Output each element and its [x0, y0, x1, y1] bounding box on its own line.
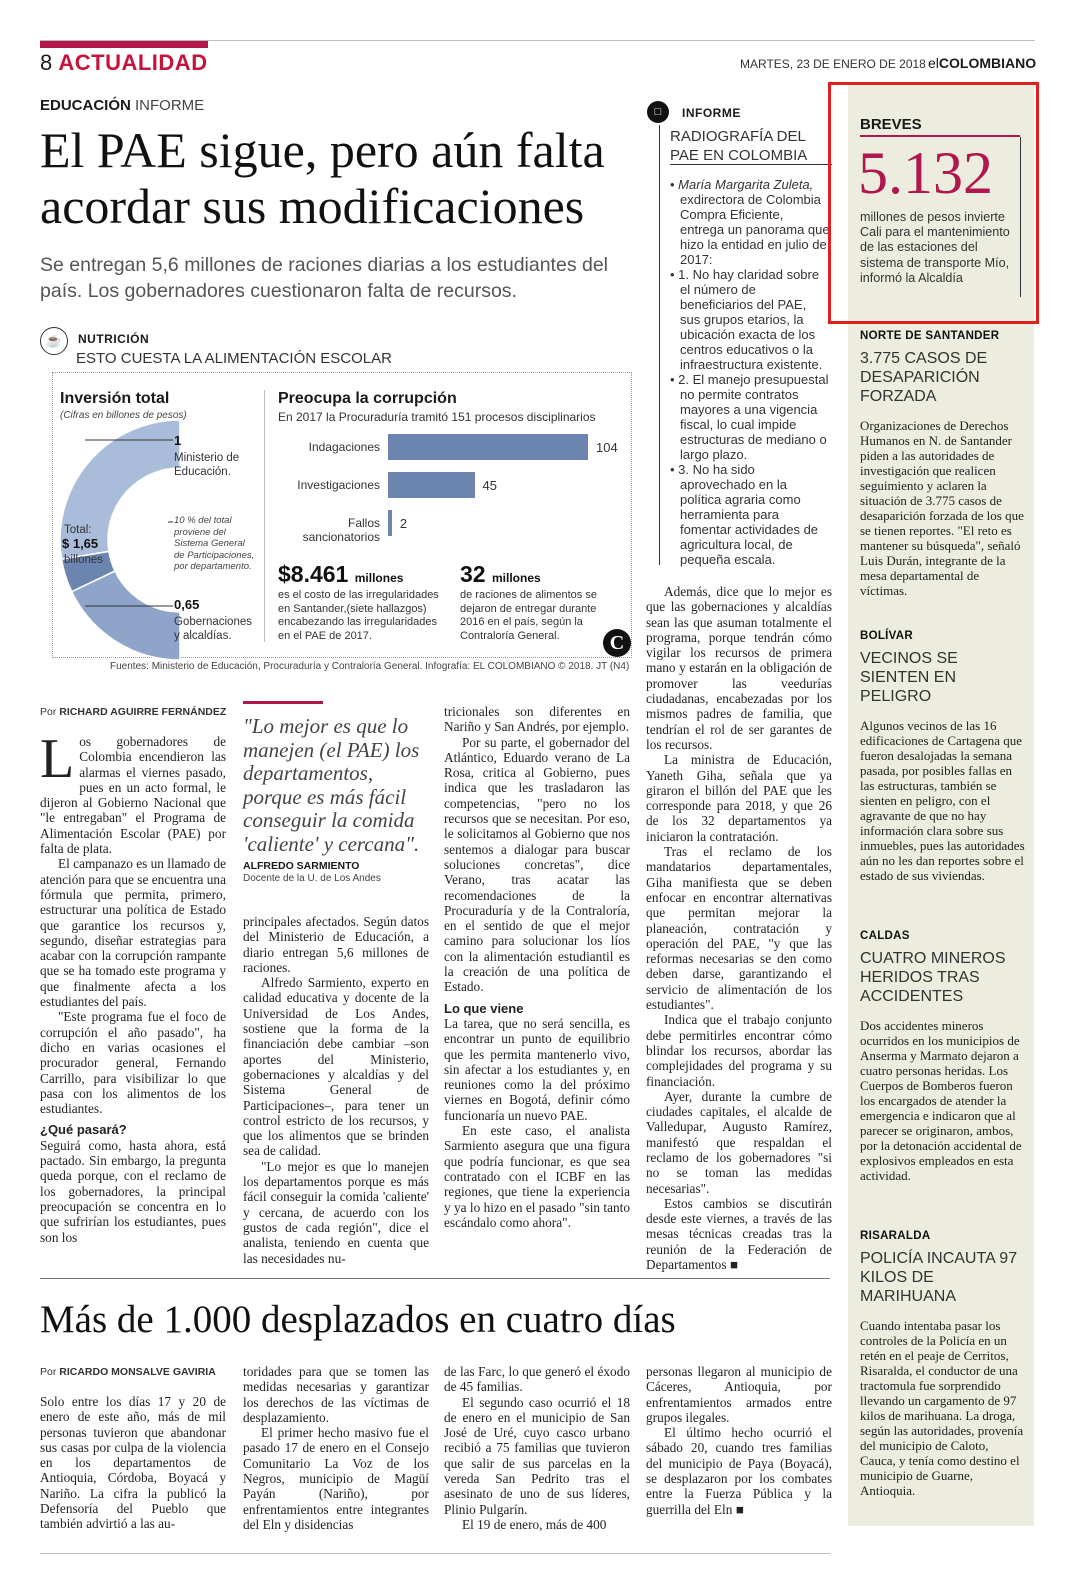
col2-paragraph-1: principales afectados. Según datos del Ministerio de Educación, a diario entregan 5,6 millones de raciones.	[243, 914, 429, 975]
article-column-2	[243, 914, 429, 1266]
article-deck: Se entregan 5,6 millones de raciones diarias a los estudiantes del país. Los gobernadores cuestionaron falta de recursos.	[40, 254, 609, 302]
article-headline[interactable]	[40, 122, 640, 234]
stat2-text: de raciones de alimentos se dejaron de entregar durante 2016 en el país, según la Contraloría General.	[460, 589, 597, 642]
col4-paragraph-5: Ayer, durante la cumbre de ciudades capitales, el alcalde de Valledupar, Augusto Ramírez, manifestó que respaldan el reclamo de los gobernadores "si no se toman las medidas necesarias".	[646, 1088, 832, 1196]
breves-big-number: 5.132	[858, 140, 993, 206]
breve-headline: VECINOS SE SIENTEN EN PELIGRO	[860, 650, 958, 705]
col3-paragraph-1: tricionales son diferentes en Nariño y San Andrés, por ejemplo.	[444, 704, 630, 735]
informe-title-rule	[670, 164, 832, 165]
dropcap: L	[40, 728, 75, 790]
informe-list	[668, 177, 830, 567]
bar-value: 104	[596, 440, 618, 455]
breve-region: RISARALDA	[860, 1230, 931, 1242]
donut-seg2-note: 10 % del total proviene del Sistema General de Participaciones, por departamento.	[174, 515, 255, 572]
byline-prefix: Por	[40, 1366, 57, 1378]
headline-line-2: acordar sus modificaciones	[40, 178, 585, 234]
subhead-que-pasara: ¿Qué pasará?	[40, 1122, 127, 1138]
donut-total-value: $ 1,65	[62, 536, 99, 551]
page-number: 8	[40, 50, 53, 75]
col4-paragraph-2: La ministra de Educación, Yaneth Giha, señala que ya giraron el billón del PAE que les corresponde para 2018, y que 26 de los 32 departamentos ya iniciaron la contratación.	[646, 752, 832, 844]
a2-col3-paragraph-3: El 19 de enero, más de 400	[462, 1516, 607, 1532]
article-kicker	[40, 97, 204, 114]
bar	[388, 434, 588, 460]
bar-label: Fallos sancionatorios	[302, 516, 380, 544]
article-byline	[40, 706, 226, 718]
kicker-light: INFORME	[135, 97, 205, 114]
stat1	[278, 561, 403, 588]
breve-item-risaralda[interactable]	[860, 1230, 1025, 1498]
a2-col2-paragraph-2: El primer hecho masivo fue el pasado 17 de enero en el Consejo Comunitario La Voz de los Negros, municipio de Magüí Payán (Nariño), por enfrentamientos entre integrantes del Eln y disidencias	[243, 1425, 429, 1532]
page-bottom-rule	[40, 1553, 830, 1554]
byline-prefix: Por	[40, 706, 57, 718]
corruption-subtitle: En 2017 la Procuraduría tramitó 151 procesos disciplinarios	[278, 410, 596, 424]
col1-paragraph-2: El campanazo es un llamado de atención para que se encuentra una fórmula que permita, primero, estructurar una política de Estado que garantice los recursos y, segundo, diseñar estrategias para acabar con la corrupción rampante que se ha tomado este programa y que finalmente afecta a los estudiantes del país.	[40, 856, 226, 1010]
informe-item-2-text: 2. El manejo presupuestal no permite contratos mayores a una vigencia fiscal, lo cual impide estructuras de mediano o largo plazo.	[678, 372, 829, 462]
informe-intro: • María Margarita Zuleta, exdirectora de Colombia Compra Eficiente, entrega un panorama que hizo la entidad en julio de 2017:	[670, 177, 830, 267]
informe-item-2: • 2. El manejo presupuestal no permite contratos mayores a una vigencia fiscal, lo cual impide estructuras de mediano o largo plazo.	[670, 372, 829, 462]
article-column-3	[444, 704, 630, 1230]
article2-headline[interactable]: Más de 1.000 desplazados en cuatro días	[40, 1298, 676, 1341]
col1-paragraph-4: Seguirá como, hasta ahora, está pactado. Sin embargo, la pregunta queda porque, con el reclamo de los gobernadores, la principal preocupación se concentra en lo que sufrirían los estudiantes, pues son los	[40, 1137, 226, 1245]
article-column-1	[40, 728, 226, 1245]
infographic-title: ESTO CUESTA LA ALIMENTACIÓN ESCOLAR	[76, 350, 392, 367]
donut-total-unit: billones	[64, 554, 103, 566]
article2-column-3	[444, 1364, 630, 1532]
quote-author-role: Docente de la U. de Los Andes	[243, 873, 381, 884]
breve-region: BOLÍVAR	[860, 630, 913, 642]
document-icon: □	[647, 101, 669, 123]
bar-value: 2	[399, 516, 408, 531]
breves-title-rule	[860, 135, 1020, 137]
breve-headline: 3.775 CASOS DE DESAPARICIÓN FORZADA	[860, 350, 988, 405]
brand-prefix: el	[928, 55, 939, 71]
el-colombiano-logo: C	[603, 629, 631, 657]
breve-item-norte-de-santander[interactable]	[860, 330, 1025, 598]
stat1-value: $8.461	[278, 561, 349, 587]
article-column-4	[646, 584, 832, 1272]
col4-paragraph-3: Tras el reclamo de los mandatarios departamentales, Giha manifiesta que se deben enfocar en encontrar alternativas que permitan mejorar la planeación, contratación y operación del PAE, "y que las reformas necesarias se den como deben darse, garantizando el servicio de alimentación de los estudiantes".	[646, 844, 832, 1013]
newspaper-brand	[928, 55, 1036, 71]
bar-label: Indagaciones	[308, 440, 380, 454]
brand-name: COLOMBIANO	[938, 55, 1037, 71]
section-name: ACTUALIDAD	[58, 50, 208, 75]
breve-item-bolivar[interactable]	[860, 630, 1025, 883]
stat1-unit: millones	[354, 571, 404, 585]
breve-headline: POLICÍA INCAUTA 97 KILOS DE MARIHUANA	[860, 1250, 1018, 1305]
quote-author: ALFREDO SARMIENTO	[243, 860, 360, 872]
bar-label: Investigaciones	[297, 478, 380, 492]
donut-seg3-label: Gobernaciones y alcaldías.	[174, 616, 252, 642]
pull-quote: "Lo mejor es que lo manejen (el PAE) los departamentos, porque es más fácil conseguir la comida 'caliente' y cercana".	[243, 714, 420, 856]
col3-paragraph-3: La tarea, que no será sencilla, es encontrar un punto de equilibrio que les permita mantenerlo vivo, sin afectar a los estudiantes y, en reuniones como la del próximo viernes en Bogotá, definir cómo funcionaría un nuevo PAE.	[444, 1015, 630, 1123]
col4-paragraph-4: Indica que el trabajo conjunto debe permitirles encontrar cómo blindar los recursos, abordar las complejidades del programa y su financiación.	[646, 1012, 832, 1089]
col1-paragraph-1: os gobernadores de Colombia encendieron las alarmas el viernes pasado, pues en un acto formal, le dijeron al Gobierno Nacional que "le entregaban" el Programa de Alimentación Escolar (PAE) por falta de plata.	[40, 734, 226, 857]
inversion-title: Inversión total	[60, 390, 170, 407]
article-separator	[40, 1278, 830, 1279]
col2-paragraph-2: Alfredo Sarmiento, experto en calidad educativa y docente de la Universidad de Los Andes, sostiene que la forma de la financiación debe cambiar –son aportes del Ministerio, gobernaciones y alcaldías y del Sistema General de Participaciones–, para tener un control estricto de los recursos, y que los alimentos que se brinden sea de calidad.	[243, 975, 429, 1159]
a2-col2-paragraph-1: toridades para que se tomen las medidas necesarias y garantizar los derechos de las víctimas de desplazamiento.	[243, 1364, 429, 1425]
breves-vertical-rule	[1020, 137, 1021, 297]
informe-item-1-text: 1. No hay claridad sobre el número de beneficiarios del PAE, sus grupos etarios, la ubicación exacta de los centros educativos o la infraestructura existente.	[678, 267, 823, 372]
infographic-source: Fuentes: Ministerio de Educación, Procuraduría y Contraloría General. Infografía: EL COLOMBIANO © 2018. JT (N4)	[110, 661, 630, 672]
breve-item-caldas[interactable]	[860, 930, 1025, 1183]
informe-title: RADIOGRAFÍA DEL PAE EN COLOMBIA	[670, 128, 808, 164]
a2-col1-paragraph: Solo entre los días 17 y 20 de enero de este año, más de mil personas tuvieron que abandonar sus casas por culpa de la violencia en los departamentos de Antioquia, Córdoba, Boyacá y Nariño. La cifra la publicó la Defensoría del Pueblo que también advirtió a las au-	[40, 1394, 226, 1532]
breve-body: Cuando intentaba pasar los controles de la Policía en un retén en el peaje de Cerritos, Risaralda, el conductor de una tractomula fue sorprendido llevando un cargamento de 97 kilos de marihuana. La droga, según las autoridades, provenía del municipio de Caloto, Cauca, y tenía como destino el municipio de Guarne, Antioquia.	[860, 1318, 1024, 1498]
donut-seg3-value: 0,65	[174, 597, 200, 612]
infographic-kicker: NUTRICIÓN	[78, 332, 150, 346]
donut-leader-lines	[85, 412, 180, 612]
breve-region: CALDAS	[860, 930, 910, 942]
subhead-lo-que-viene: Lo que viene	[444, 1000, 524, 1016]
donut-seg1-value: 1	[174, 433, 182, 448]
stat1-text: es el costo de las irregularidades en Santander,(siete hallazgos) encabezando las irregularidades en el PAE de 2017.	[278, 589, 439, 642]
informe-item-3: • 3. No ha sido aprovechado en la política agraria como herramienta para fomentar actividades de agricultura local, de pequeña escala.	[670, 462, 819, 567]
informe-item-1: • 1. No hay claridad sobre el número de beneficiarios del PAE, sus grupos etarios, la ubicación exacta de los centros educativos o la infraestructura existente.	[670, 267, 823, 372]
article2-byline	[40, 1366, 216, 1378]
breve-body: Algunos vecinos de las 16 edificaciones de Cartagena que fueron desalojadas la semana pasada, por posibles fallas en las estructuras, también se sienten en peligro, con el agravante de que no hay información clara sobre sus inmuebles, pues las autoridades aún no les dan reportes sobre el estado de sus viviendas.	[860, 718, 1025, 883]
nutrition-icon: ☕	[40, 327, 68, 355]
inversion-subtitle: (Cifras en billones de pesos)	[60, 410, 187, 421]
issue-date: MARTES, 23 DE ENERO DE 2018	[740, 57, 926, 71]
informe-intro-name: María Margarita Zuleta,	[678, 177, 814, 192]
article2-column-4	[646, 1364, 832, 1517]
informe-kicker: INFORME	[682, 106, 741, 120]
donut-seg1-label: Ministerio de Educación.	[174, 452, 240, 478]
breve-body: Organizaciones de Derechos Humanos en N. de Santander piden a las autoridades de investigación que realicen seguimiento y aclaren la situación de 3.775 casos de desaparición forzada de los que se tienen reportes. "El reto es mantener su búsqueda", señaló Luis Durán, integrante de la mesa departamental de víctimas.	[860, 418, 1024, 598]
section-color-bar	[40, 41, 208, 48]
breve-headline: CUATRO MINEROS HERIDOS TRAS ACCIDENTES	[860, 950, 1006, 1005]
breve-region: NORTE DE SANTANDER	[860, 330, 1000, 342]
informe-rule	[659, 125, 660, 565]
donut-total-label: Total:	[64, 524, 92, 536]
col3-paragraph-2: Por su parte, el gobernador del Atlántico, Eduardo verano de La Rosa, critica al Gobierno, pues indica que les trasladaron las competencias, "pero no los recursos que se necesitan. Por eso, le solicitamos al Gobierno que nos sentemos a dialogar para buscar soluciones concretas", dice Verano, tras acatar las recomendaciones de la Procuraduría y de la Contraloría, en el sentido de que el mejor camino para solucionar los líos con la alimentación estudiantil es la creación de una política de Estado.	[444, 734, 630, 995]
article2-column-2	[243, 1364, 429, 1532]
headline-line-1: El PAE sigue, pero aún falta	[40, 122, 605, 178]
stat2-unit: millones	[491, 571, 541, 585]
col3-paragraph-4: En este caso, el analista Sarmiento asegura que una figura que podría funcionar, es que sea contratado con el ICBF en las regiones, que tiene la experiencia y ya lo hizo en el pasado "sin tanto escándalo como ahora".	[444, 1123, 630, 1230]
page-header	[40, 50, 208, 76]
bar	[388, 472, 475, 498]
bar-value: 45	[482, 478, 497, 493]
stat2-value: 32	[460, 561, 486, 587]
breves-text: millones de pesos invierte Cali para el mantenimiento de las estaciones del sistema de transporte Mío, informó la Alcaldía	[860, 210, 1010, 285]
a2-col3-paragraph-2: El segundo caso ocurrió el 18 de enero en el municipio de San José de Uré, cuyo casco urbano recibió a 75 familias que tuvieron que salir de sus parcelas en la vereda San Pedrito tras el asesinato de uno de sus líderes, Plinio Pulgarín.	[444, 1394, 630, 1517]
kicker-bold: EDUCACIÓN	[40, 97, 131, 114]
infographic-divider	[264, 390, 265, 642]
col1-paragraph-3: "Este programa fue el foco de corrupción el año pasado", ha dicho en varias ocasiones el procurador general, Fernando Carrillo, para visibilizar lo que pasa con los alimentos de los estudiantes.	[40, 1009, 226, 1117]
quote-accent-bar	[243, 701, 323, 704]
a2-col4-paragraph-2: El último hecho ocurrió el sábado 20, cuando tres familias del municipio de Paya (Boyacá), se desplazaron por los combates entre la Fuerza Pública y la guerrilla del Eln ■	[646, 1425, 832, 1517]
informe-item-3-text: 3. No ha sido aprovechado en la política agraria como herramienta para fomentar actividades de agricultura local, de pequeña escala.	[678, 462, 819, 567]
corruption-title: Preocupa la corrupción	[278, 390, 457, 407]
col2-paragraph-3: "Lo mejor es que lo manejen los departamentos porque es más fácil conseguir la comida 'caliente' y cercana, de acuerdo con los gustos de cada región", dice el analista, teniendo en cuenta que las necesidades nu-	[243, 1158, 429, 1266]
byline-name: RICHARD AGUIRRE FERNÁNDEZ	[59, 706, 227, 718]
a2-col4-paragraph-1: personas llegaron al municipio de Cáceres, Antioquia, por enfrentamientos armados entre grupos ilegales.	[646, 1364, 832, 1425]
col4-paragraph-1: Además, dice que lo mejor es que las gobernaciones y alcaldías sean las que asuman totalmente el programa, porque tendrán cómo vigilar los recursos de primera mano y estarán en la obligación de promover las veedurías ciudadanas, encabezadas por los mismos padres de familia, que tendrían el rol de ser garantes de los recursos.	[646, 584, 832, 752]
informe-intro-text: exdirectora de Colombia Compra Eficiente, entrega un panorama que hizo la entidad en julio de 2017:	[680, 192, 830, 267]
breves-title: BREVES	[860, 116, 922, 133]
byline-name: RICARDO MONSALVE GAVIRIA	[59, 1366, 216, 1378]
breve-body: Dos accidentes mineros ocurridos en los municipios de Anserma y Marmato dejaron a cuatro personas heridas. Los Cuerpos de Bomberos fueron los encargados de atender la emergencia e indicaron que al parecer se originaron, ambos, por la detonación accidental de explosivos empleados en esta actividad.	[860, 1018, 1022, 1183]
a2-col3-paragraph-1: de las Farc, lo que generó el éxodo de 45 familias.	[444, 1364, 630, 1395]
article2-column-1	[40, 1394, 226, 1532]
stat2	[460, 561, 541, 588]
bar	[388, 510, 392, 536]
col4-paragraph-6: Estos cambios se discutirán desde este viernes, a través de las mesas técnicas creadas tras la reunión de la Federación de Departamentos ■	[646, 1195, 832, 1273]
